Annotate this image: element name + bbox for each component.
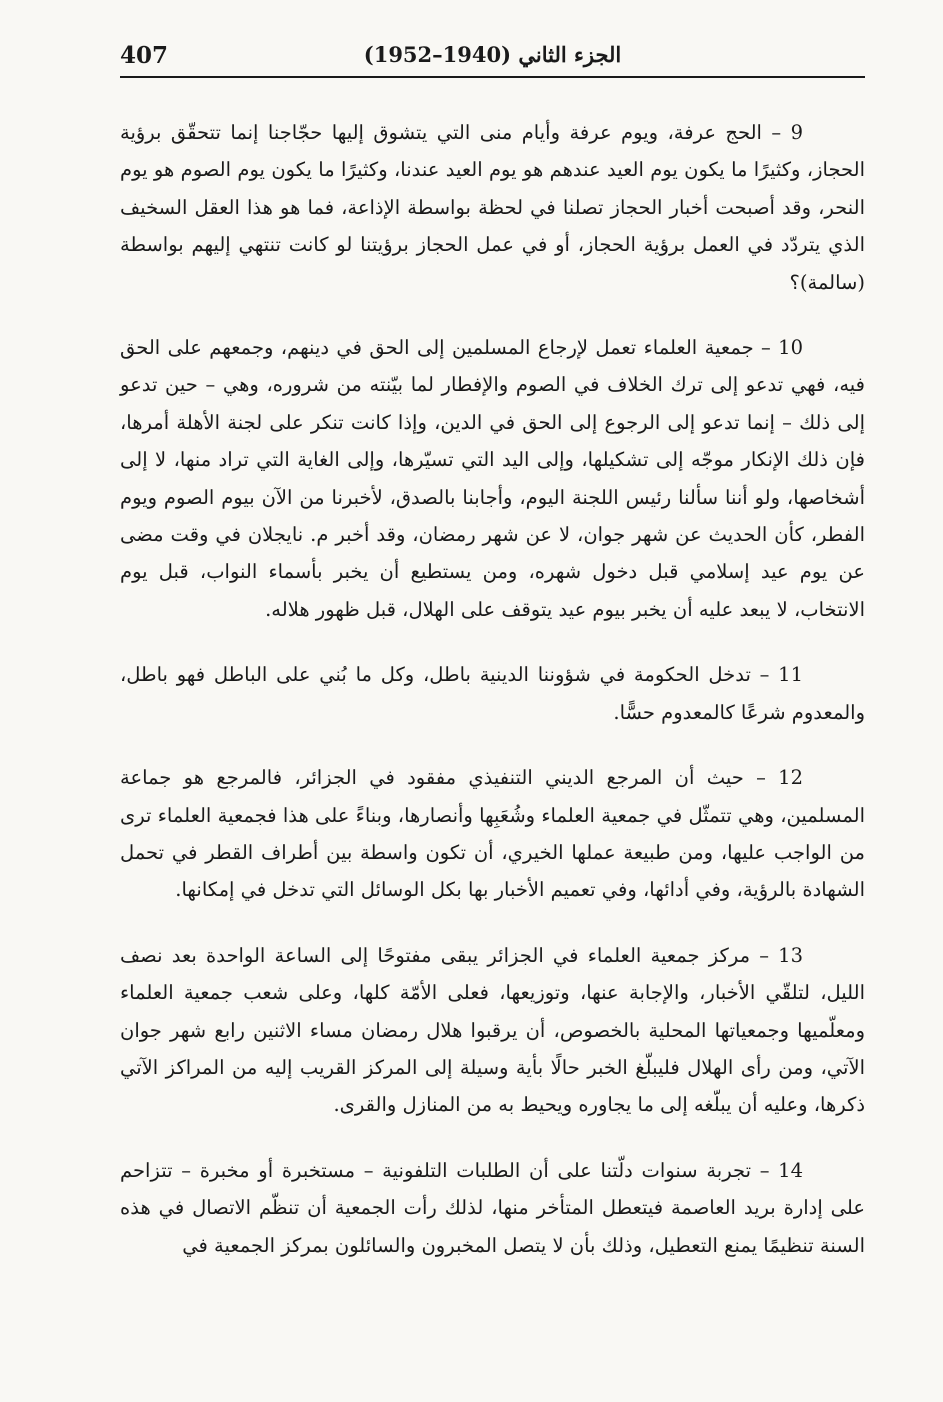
- paragraph-13: 13 – مركز جمعية العلماء في الجزائر يبقى مفتوحًا إلى الساعة الواحدة بعد نصف الليل، لتلقّي الأخبار، والإجابة عنها، وتوزيعها، فعلى الأمّة كلها، وعلى شعب جمعية العلماء ومعلّميها وجمعياتها المحلية بالخصوص، أن يرقبوا هلال رمضان مساء الاثنين رابع شهر جوان الآتي، ومن رأى الهلال فليبلّغ الخبر حالًا بأية وسيلة إلى المركز القريب إليه من المراكز الآتي ذكرها، وعليه أن يبلّغه إلى ما يجاوره ويحيط به من المنازل والقرى.: [120, 943, 865, 1117]
- paragraph-10: 10 – جمعية العلماء تعمل لإرجاع المسلمين إلى الحق في دينهم، وجمعهم على الحق فيه، فهي تدعو إلى ترك الخلاف في الصوم والإفطار لما بيّنته من شروره، وهي – حين تدعو إلى ذلك – إنما تدعو إلى الرجوع إلى الحق في الدين، وإذا كانت تنكر على لجنة الأهلة أمرها، فإن ذلك الإنكار موجّه إلى تشكيلها، وإلى اليد التي تسيّرها، وإلى الغاية التي تراد منها، لا إلى أشخاصها، ولو أننا سألنا رئيس اللجنة اليوم، وأجابنا بالصدق، لأخبرنا من الآن بيوم الصوم ويوم الفطر، كأن الحديث عن شهر جوان، لا عن شهر رمضان، وقد أخبر م. نايجلان في وقت مضى عن يوم عيد إسلامي قبل دخول شهره، ومن يستطيع أن يخبر بأسماء النواب، قبل يوم الانتخاب، لا يبعد عليه أن يخبر بيوم عيد يتوقف على الهلال، قبل ظهور هلاله.: [120, 336, 865, 621]
- page-body: [120, 114, 865, 1292]
- paragraph-14: 14 – تجربة سنوات دلّتنا على أن الطلبات التلفونية – مستخبرة أو مخبرة – تتزاحم على إدارة بريد العاصمة فيتعطل المتأخر منها، لذلك رأت الجمعية أن تنظّم الاتصال في هذه السنة تنظيمًا يمنع التعطيل، وذلك بأن لا يتصل المخبرون والسائلون بمركز الجمعية في: [120, 1158, 865, 1257]
- paragraph-11: 11 – تدخل الحكومة في شؤوننا الدينية باطل، وكل ما بُني على الباطل فهو باطل، والمعدوم شرعًا كالمعدوم حسًّا.: [120, 663, 865, 724]
- page-number: 407: [120, 42, 169, 69]
- paragraph-12: 12 – حيث أن المرجع الديني التنفيذي مفقود في الجزائر، فالمرجع هو جماعة المسلمين، وهي تتمثّل في جمعية العلماء وشُعَبِها وأنصارها، وبناءً على هذا فجمعية العلماء ترى من الواجب عليها، ومن طبيعة عملها الخيري، أن تكون واسطة بين أطراف القطر في تحمل الشهادة بالرؤية، وفي أدائها، وفي تعميم الأخبار بها بكل الوسائل التي تدخل في إمكانها.: [120, 766, 865, 902]
- paragraph-9: 9 – الحج عرفة، ويوم عرفة وأيام منى التي يتشوق إليها حجّاجنا إنما تتحقّق برؤية الحجاز، وكثيرًا ما يكون يوم العيد عندهم هو يوم العيد عندنا، وكثيرًا ما يكون يوم الصوم هو يوم النحر، وقد أصبحت أخبار الحجاز تصلنا في لحظة بواسطة الإذاعة، فما هو هذا العقل السخيف الذي يتردّد في العمل برؤية الحجاز، أو في عمل الحجاز برؤيتنا لو كانت تنتهي إليهم بواسطة (سالمة)؟: [120, 121, 865, 294]
- page-header: [120, 40, 865, 78]
- running-title: الجزء الثاني (1940–1952): [363, 42, 622, 67]
